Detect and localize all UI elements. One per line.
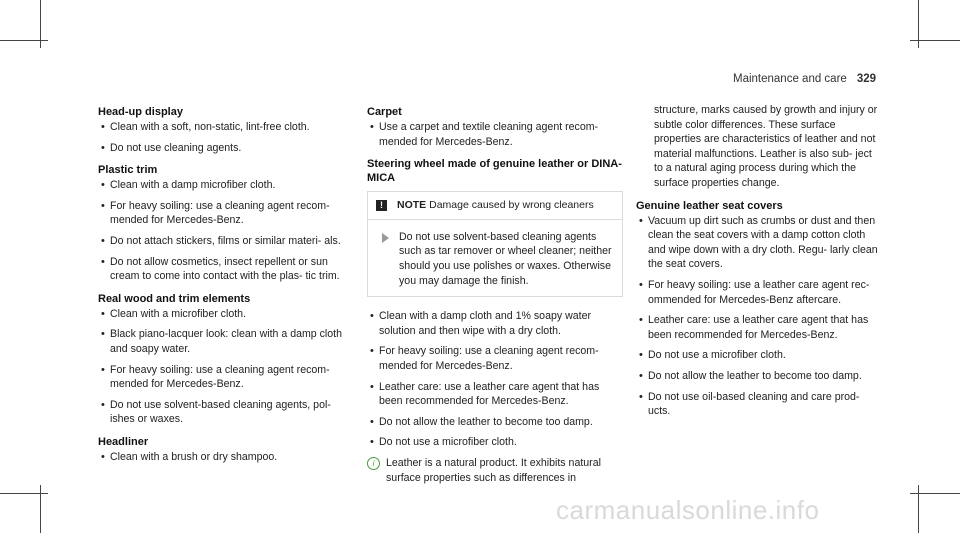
heading-real-wood: Real wood and trim elements xyxy=(98,292,251,305)
list-item: • Black piano-lacquer look: clean with a damp cloth and soapy water. xyxy=(98,327,350,356)
list-item: • Clean with a microfiber cloth. xyxy=(98,307,350,322)
list-seat-covers xyxy=(636,214,881,419)
list-carpet xyxy=(367,120,623,149)
list-item: • Do not use a microfiber cloth. xyxy=(367,435,623,450)
watermark: carmanualsonline.info xyxy=(556,495,820,525)
action-arrow-icon xyxy=(382,233,389,243)
crop-mark xyxy=(0,493,48,494)
list-item: • Do not use oil-based cleaning and care prod- ucts. xyxy=(636,390,881,419)
note-body xyxy=(368,220,622,296)
warning-icon: ! xyxy=(376,200,387,211)
list-item: • Leather care: use a leather care agent that has been recommended for Mercedes-Benz. xyxy=(367,380,623,409)
info-note xyxy=(367,456,623,485)
note-title: Damage caused by wrong cleaners xyxy=(429,199,594,212)
section-title: Maintenance and care xyxy=(733,73,847,85)
info-text: Leather is a natural product. It exhibits natural surface properties such as differences in xyxy=(386,456,601,484)
list-item: • Do not attach stickers, films or similar materi- als. xyxy=(98,234,350,249)
heading-plastic-trim: Plastic trim xyxy=(98,164,158,177)
list-item: • Do not allow the leather to become too damp. xyxy=(367,415,623,430)
page-number: 329 xyxy=(856,73,876,85)
list-item: • For heavy soiling: use a cleaning agent recom- mended for Mercedes-Benz. xyxy=(98,363,350,392)
crop-mark xyxy=(910,493,960,494)
list-item: • Do not use a microfiber cloth. xyxy=(636,348,881,363)
list-item: • Do not allow cosmetics, insect repellent or sun cream to come into contact with the plas- tic trim. xyxy=(98,255,350,284)
list-real-wood xyxy=(98,307,350,427)
list-item: • Leather care: use a leather care agent that has been recommended for Mercedes-Benz. xyxy=(636,313,881,342)
heading-headliner: Headliner xyxy=(98,435,149,448)
list-item: • Clean with a brush or dry shampoo. xyxy=(98,450,350,465)
column-left xyxy=(98,105,350,471)
list-item: • For heavy soiling: use a cleaning agent recom- mended for Mercedes-Benz. xyxy=(367,344,623,373)
info-icon: i xyxy=(367,457,380,470)
column-right xyxy=(636,103,881,425)
list-item: • Clean with a soft, non-static, lint-free cloth. xyxy=(98,120,350,135)
list-item: • Do not use cleaning agents. xyxy=(98,141,350,156)
page-header xyxy=(733,73,876,85)
list-item: • For heavy soiling: use a cleaning agent recom- mended for Mercedes-Benz. xyxy=(98,199,350,228)
list-item: • For heavy soiling: use a leather care agent rec- ommended for Mercedes-Benz aftercare. xyxy=(636,278,881,307)
note-text: Do not use solvent-based cleaning agents such as tar remover or wheel cleaner; neither should you use polishes or waxes. Otherwise you may damage the finish. xyxy=(399,230,612,287)
note-header xyxy=(368,192,622,220)
info-continuation: structure, marks caused by growth and injury or subtle color differences. These surface properties are characteristics of leather and not material malfunctions. Leather is also sub- ject to a natural aging process during which the surface properties change. xyxy=(654,104,878,189)
list-item: • Clean with a damp cloth and 1% soapy water solution and then wipe with a dry cloth. xyxy=(367,309,623,338)
list-headliner xyxy=(98,450,350,465)
list-item: • Do not use solvent-based cleaning agents, pol- ishes or waxes. xyxy=(98,398,350,427)
note-box xyxy=(367,191,623,297)
heading-carpet: Carpet xyxy=(367,106,402,118)
column-middle xyxy=(367,105,623,485)
crop-mark xyxy=(910,40,960,41)
heading-seat-covers: Genuine leather seat covers xyxy=(636,199,783,212)
list-item: • Use a carpet and textile cleaning agent recom- mended for Mercedes-Benz. xyxy=(367,120,623,149)
list-head-up-display xyxy=(98,120,350,155)
list-item: • Clean with a damp microfiber cloth. xyxy=(98,178,350,193)
list-item: • Vacuum up dirt such as crumbs or dust and then clean the seat covers with a damp cotton cloth and wipe down with a dry cloth. Regu- larly clean the seat covers. xyxy=(636,214,881,272)
heading-steering-wheel: Steering wheel made of genuine leather or DINA- MICA xyxy=(367,158,622,185)
list-steering-wheel xyxy=(367,309,623,450)
crop-mark xyxy=(0,40,48,41)
heading-head-up-display: Head-up display xyxy=(98,106,183,118)
list-plastic-trim xyxy=(98,178,350,284)
list-item: • Do not allow the leather to become too damp. xyxy=(636,369,881,384)
note-label: NOTE xyxy=(397,199,427,212)
